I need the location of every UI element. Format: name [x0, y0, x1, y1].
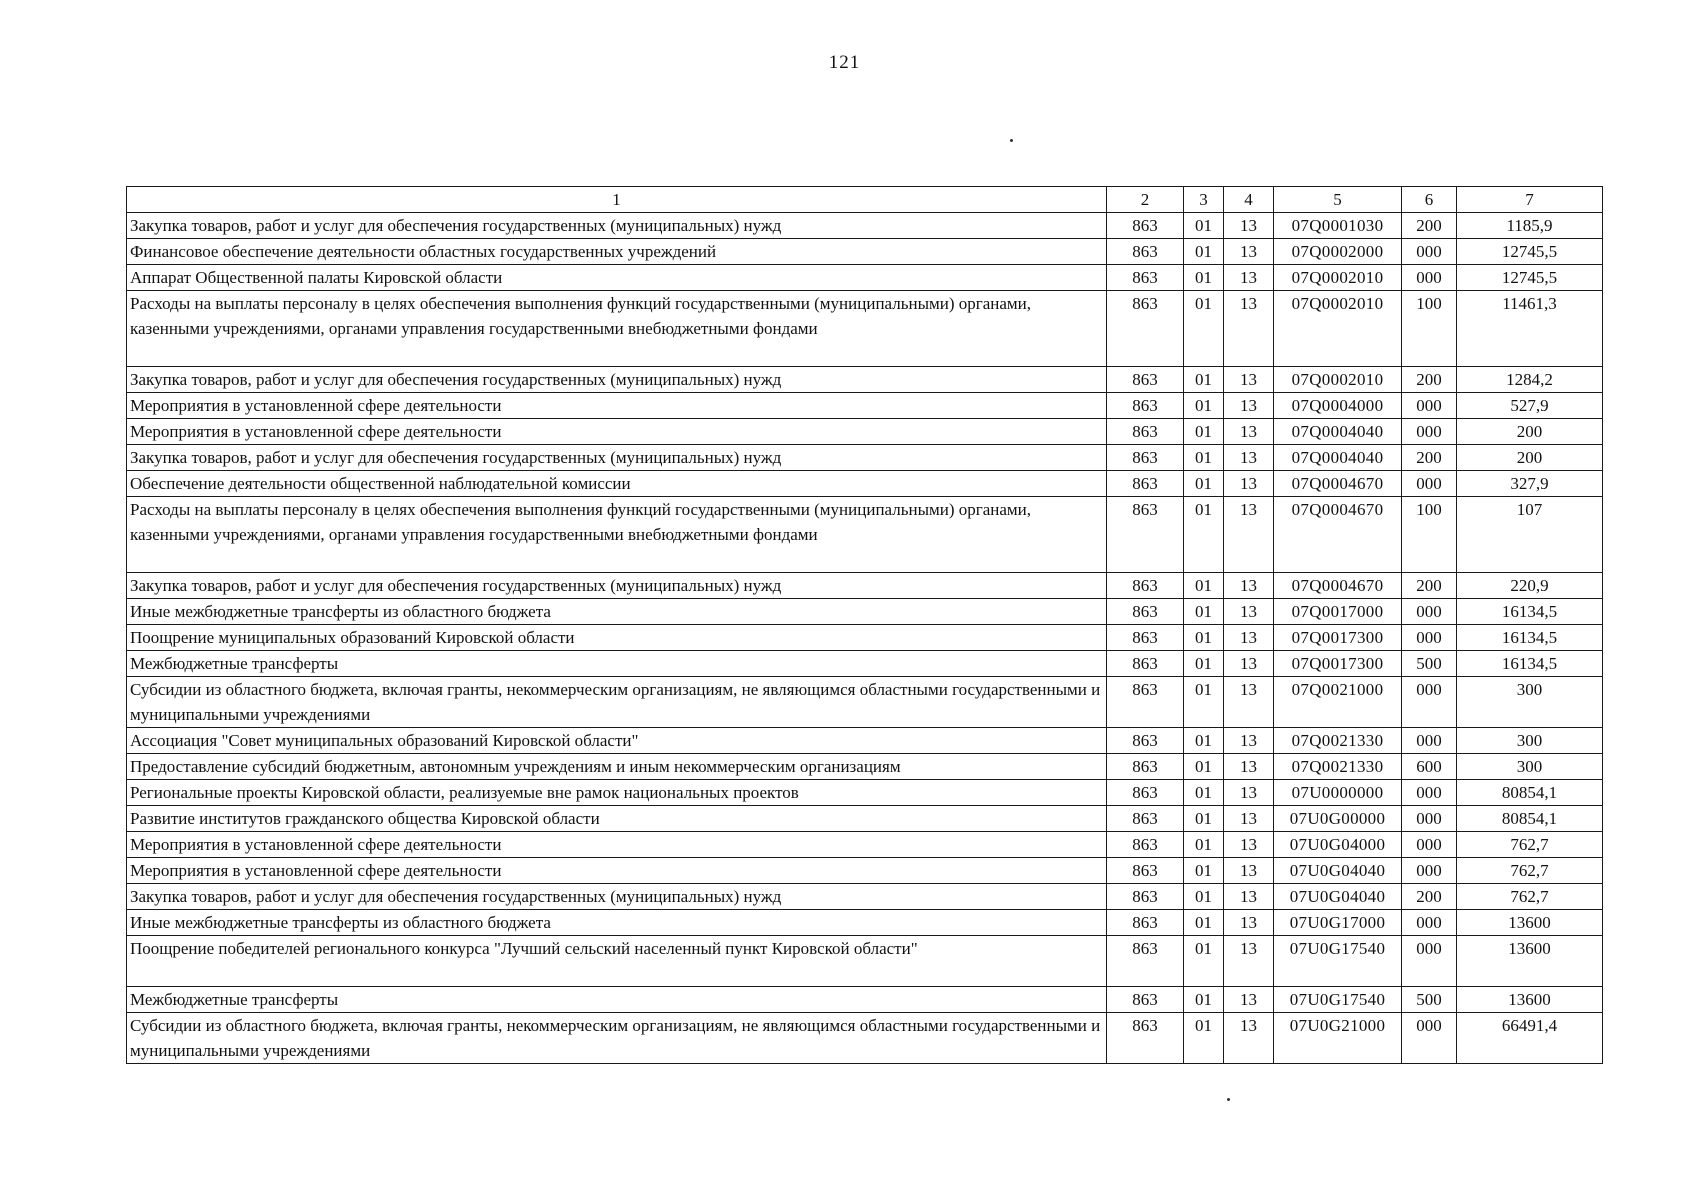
- cell-c6: 000: [1402, 936, 1457, 987]
- table-row: [127, 497, 1603, 573]
- row-name-cell: Иные межбюджетные трансферты из областного бюджета: [127, 910, 1107, 936]
- cell-c5: 07Q0002010: [1274, 367, 1402, 393]
- cell-c3: 01: [1184, 806, 1224, 832]
- row-name-cell: Аппарат Общественной палаты Кировской области: [127, 265, 1107, 291]
- cell-c2: 863: [1107, 884, 1184, 910]
- cell-c3: 01: [1184, 419, 1224, 445]
- cell-c4: 13: [1224, 367, 1274, 393]
- cell-c3: 01: [1184, 367, 1224, 393]
- cell-c6: 000: [1402, 832, 1457, 858]
- row-name-cell: Закупка товаров, работ и услуг для обеспечения государственных (муниципальных) нужд: [127, 445, 1107, 471]
- cell-c2: 863: [1107, 239, 1184, 265]
- cell-c7: 13600: [1457, 910, 1603, 936]
- cell-c4: 13: [1224, 910, 1274, 936]
- cell-c6: 000: [1402, 625, 1457, 651]
- cell-c7: 527,9: [1457, 393, 1603, 419]
- cell-c7: 327,9: [1457, 471, 1603, 497]
- table-header: [127, 187, 1603, 213]
- cell-c4: 13: [1224, 1013, 1274, 1064]
- cell-c7: 12745,5: [1457, 265, 1603, 291]
- cell-c5: 07Q0017000: [1274, 599, 1402, 625]
- cell-c3: 01: [1184, 936, 1224, 987]
- row-name-cell: Обеспечение деятельности общественной наблюдательной комиссии: [127, 471, 1107, 497]
- cell-c2: 863: [1107, 858, 1184, 884]
- row-name-cell: Поощрение победителей регионального конкурса "Лучший сельский населенный пункт Кировской области": [127, 936, 1107, 987]
- cell-c6: 100: [1402, 291, 1457, 367]
- cell-c4: 13: [1224, 497, 1274, 573]
- cell-c7: 200: [1457, 419, 1603, 445]
- cell-c5: 07U0G17000: [1274, 910, 1402, 936]
- cell-c4: 13: [1224, 728, 1274, 754]
- table-row: [127, 265, 1603, 291]
- cell-c6: 000: [1402, 239, 1457, 265]
- cell-c5: 07Q0004670: [1274, 573, 1402, 599]
- cell-c2: 863: [1107, 832, 1184, 858]
- row-name-cell: Закупка товаров, работ и услуг для обеспечения государственных (муниципальных) нужд: [127, 367, 1107, 393]
- cell-c5: 07Q0002010: [1274, 265, 1402, 291]
- cell-c4: 13: [1224, 573, 1274, 599]
- cell-c6: 200: [1402, 884, 1457, 910]
- row-name-cell: Межбюджетные трансферты: [127, 987, 1107, 1013]
- cell-c2: 863: [1107, 625, 1184, 651]
- cell-c3: 01: [1184, 728, 1224, 754]
- row-name-cell: Закупка товаров, работ и услуг для обеспечения государственных (муниципальных) нужд: [127, 573, 1107, 599]
- cell-c4: 13: [1224, 858, 1274, 884]
- cell-c6: 000: [1402, 858, 1457, 884]
- cell-c3: 01: [1184, 393, 1224, 419]
- cell-c7: 300: [1457, 677, 1603, 728]
- cell-c5: 07Q0004670: [1274, 471, 1402, 497]
- cell-c5: 07U0G04040: [1274, 858, 1402, 884]
- cell-c6: 000: [1402, 265, 1457, 291]
- cell-c7: 11461,3: [1457, 291, 1603, 367]
- table-row: [127, 599, 1603, 625]
- row-name-cell: Финансовое обеспечение деятельности областных государственных учреждений: [127, 239, 1107, 265]
- cell-c5: 07U0G04040: [1274, 884, 1402, 910]
- cell-c3: 01: [1184, 213, 1224, 239]
- cell-c2: 863: [1107, 497, 1184, 573]
- row-name-cell: Развитие институтов гражданского общества Кировской области: [127, 806, 1107, 832]
- cell-c2: 863: [1107, 936, 1184, 987]
- cell-c7: 12745,5: [1457, 239, 1603, 265]
- cell-c3: 01: [1184, 780, 1224, 806]
- cell-c4: 13: [1224, 780, 1274, 806]
- row-name-cell: Субсидии из областного бюджета, включая гранты, некоммерческим организациям, не являющимся областными государственными и муниципальными учреждениями: [127, 677, 1107, 728]
- cell-c5: 07Q0021000: [1274, 677, 1402, 728]
- column-header: 4: [1224, 187, 1274, 213]
- cell-c3: 01: [1184, 651, 1224, 677]
- cell-c3: 01: [1184, 884, 1224, 910]
- cell-c7: 13600: [1457, 936, 1603, 987]
- cell-c5: 07Q0017300: [1274, 651, 1402, 677]
- cell-c4: 13: [1224, 213, 1274, 239]
- cell-c4: 13: [1224, 445, 1274, 471]
- row-name-cell: Расходы на выплаты персоналу в целях обеспечения выполнения функций государственными (муниципальными) органами, казенными учреждениями, органами управления государственными внебюджетными фондами: [127, 497, 1107, 573]
- cell-c7: 13600: [1457, 987, 1603, 1013]
- table-row: [127, 728, 1603, 754]
- row-name-cell: Закупка товаров, работ и услуг для обеспечения государственных (муниципальных) нужд: [127, 213, 1107, 239]
- cell-c6: 200: [1402, 573, 1457, 599]
- cell-c2: 863: [1107, 1013, 1184, 1064]
- cell-c6: 000: [1402, 1013, 1457, 1064]
- cell-c3: 01: [1184, 291, 1224, 367]
- table-row: [127, 651, 1603, 677]
- table-row: [127, 754, 1603, 780]
- cell-c4: 13: [1224, 599, 1274, 625]
- cell-c6: 500: [1402, 987, 1457, 1013]
- column-header: 6: [1402, 187, 1457, 213]
- cell-c6: 000: [1402, 599, 1457, 625]
- row-name-cell: Межбюджетные трансферты: [127, 651, 1107, 677]
- cell-c3: 01: [1184, 497, 1224, 573]
- cell-c7: 200: [1457, 445, 1603, 471]
- cell-c2: 863: [1107, 754, 1184, 780]
- cell-c5: 07Q0002010: [1274, 291, 1402, 367]
- cell-c6: 000: [1402, 471, 1457, 497]
- cell-c5: 07Q0004670: [1274, 497, 1402, 573]
- row-name-cell: Мероприятия в установленной сфере деятельности: [127, 832, 1107, 858]
- cell-c2: 863: [1107, 806, 1184, 832]
- cell-c3: 01: [1184, 573, 1224, 599]
- cell-c4: 13: [1224, 806, 1274, 832]
- cell-c7: 16134,5: [1457, 625, 1603, 651]
- cell-c6: 000: [1402, 677, 1457, 728]
- table-body: [127, 213, 1603, 1064]
- cell-c6: 200: [1402, 213, 1457, 239]
- row-name-cell: Мероприятия в установленной сфере деятельности: [127, 393, 1107, 419]
- cell-c3: 01: [1184, 832, 1224, 858]
- row-name-cell: Расходы на выплаты персоналу в целях обеспечения выполнения функций государственными (муниципальными) органами, казенными учреждениями, органами управления государственными внебюджетными фондами: [127, 291, 1107, 367]
- column-header: 5: [1274, 187, 1402, 213]
- cell-c6: 200: [1402, 367, 1457, 393]
- cell-c5: 07U0G04000: [1274, 832, 1402, 858]
- cell-c6: 500: [1402, 651, 1457, 677]
- cell-c4: 13: [1224, 754, 1274, 780]
- table-row: [127, 367, 1603, 393]
- cell-c7: 762,7: [1457, 884, 1603, 910]
- column-header: 7: [1457, 187, 1603, 213]
- table-row: [127, 471, 1603, 497]
- cell-c6: 000: [1402, 419, 1457, 445]
- cell-c3: 01: [1184, 239, 1224, 265]
- cell-c3: 01: [1184, 625, 1224, 651]
- cell-c2: 863: [1107, 213, 1184, 239]
- cell-c4: 13: [1224, 651, 1274, 677]
- cell-c6: 000: [1402, 393, 1457, 419]
- column-header: 2: [1107, 187, 1184, 213]
- column-header: 1: [127, 187, 1107, 213]
- cell-c6: 100: [1402, 497, 1457, 573]
- row-name-cell: Мероприятия в установленной сфере деятельности: [127, 858, 1107, 884]
- cell-c2: 863: [1107, 573, 1184, 599]
- cell-c3: 01: [1184, 1013, 1224, 1064]
- cell-c5: 07Q0004040: [1274, 445, 1402, 471]
- cell-c5: 07U0G17540: [1274, 987, 1402, 1013]
- cell-c2: 863: [1107, 599, 1184, 625]
- table-row: [127, 625, 1603, 651]
- cell-c2: 863: [1107, 471, 1184, 497]
- cell-c3: 01: [1184, 677, 1224, 728]
- table-row: [127, 573, 1603, 599]
- scan-speck: [1010, 139, 1013, 142]
- cell-c7: 80854,1: [1457, 780, 1603, 806]
- cell-c2: 863: [1107, 728, 1184, 754]
- table-row: [127, 213, 1603, 239]
- cell-c7: 300: [1457, 754, 1603, 780]
- cell-c3: 01: [1184, 471, 1224, 497]
- page-number: 121: [828, 52, 861, 73]
- cell-c6: 000: [1402, 806, 1457, 832]
- table-row: [127, 445, 1603, 471]
- cell-c5: 07U0G21000: [1274, 1013, 1402, 1064]
- cell-c7: 80854,1: [1457, 806, 1603, 832]
- column-header: 3: [1184, 187, 1224, 213]
- cell-c5: 07U0G17540: [1274, 936, 1402, 987]
- scan-speck: [1227, 1098, 1230, 1101]
- row-name-cell: Иные межбюджетные трансферты из областного бюджета: [127, 599, 1107, 625]
- cell-c7: 762,7: [1457, 858, 1603, 884]
- cell-c4: 13: [1224, 625, 1274, 651]
- cell-c5: 07U0000000: [1274, 780, 1402, 806]
- cell-c6: 000: [1402, 780, 1457, 806]
- cell-c4: 13: [1224, 677, 1274, 728]
- cell-c3: 01: [1184, 754, 1224, 780]
- cell-c2: 863: [1107, 780, 1184, 806]
- table-row: [127, 832, 1603, 858]
- row-name-cell: Поощрение муниципальных образований Кировской области: [127, 625, 1107, 651]
- table-row: [127, 987, 1603, 1013]
- table-row: [127, 677, 1603, 728]
- row-name-cell: Субсидии из областного бюджета, включая гранты, некоммерческим организациям, не являющимся областными государственными и муниципальными учреждениями: [127, 1013, 1107, 1064]
- cell-c7: 300: [1457, 728, 1603, 754]
- row-name-cell: Закупка товаров, работ и услуг для обеспечения государственных (муниципальных) нужд: [127, 884, 1107, 910]
- table-row: [127, 239, 1603, 265]
- cell-c4: 13: [1224, 936, 1274, 987]
- cell-c2: 863: [1107, 367, 1184, 393]
- cell-c2: 863: [1107, 265, 1184, 291]
- table-row: [127, 419, 1603, 445]
- table-row: [127, 910, 1603, 936]
- cell-c3: 01: [1184, 445, 1224, 471]
- cell-c4: 13: [1224, 419, 1274, 445]
- cell-c3: 01: [1184, 910, 1224, 936]
- cell-c5: 07Q0021330: [1274, 728, 1402, 754]
- cell-c2: 863: [1107, 987, 1184, 1013]
- row-name-cell: Региональные проекты Кировской области, реализуемые вне рамок национальных проектов: [127, 780, 1107, 806]
- table-row: [127, 806, 1603, 832]
- cell-c7: 16134,5: [1457, 599, 1603, 625]
- cell-c2: 863: [1107, 445, 1184, 471]
- row-name-cell: Мероприятия в установленной сфере деятельности: [127, 419, 1107, 445]
- cell-c6: 000: [1402, 728, 1457, 754]
- cell-c5: 07Q0002000: [1274, 239, 1402, 265]
- cell-c5: 07Q0021330: [1274, 754, 1402, 780]
- cell-c6: 000: [1402, 910, 1457, 936]
- cell-c6: 600: [1402, 754, 1457, 780]
- cell-c2: 863: [1107, 393, 1184, 419]
- table-row: [127, 936, 1603, 987]
- cell-c2: 863: [1107, 910, 1184, 936]
- cell-c5: 07Q0017300: [1274, 625, 1402, 651]
- cell-c5: 07Q0004000: [1274, 393, 1402, 419]
- cell-c4: 13: [1224, 265, 1274, 291]
- row-name-cell: Предоставление субсидий бюджетным, автономным учреждениям и иным некоммерческим организациям: [127, 754, 1107, 780]
- cell-c4: 13: [1224, 291, 1274, 367]
- cell-c3: 01: [1184, 987, 1224, 1013]
- table-row: [127, 884, 1603, 910]
- cell-c7: 107: [1457, 497, 1603, 573]
- cell-c3: 01: [1184, 265, 1224, 291]
- cell-c4: 13: [1224, 884, 1274, 910]
- cell-c6: 200: [1402, 445, 1457, 471]
- cell-c7: 762,7: [1457, 832, 1603, 858]
- cell-c5: 07Q0001030: [1274, 213, 1402, 239]
- cell-c2: 863: [1107, 677, 1184, 728]
- row-name-cell: Ассоциация "Совет муниципальных образований Кировской области": [127, 728, 1107, 754]
- cell-c4: 13: [1224, 832, 1274, 858]
- cell-c3: 01: [1184, 599, 1224, 625]
- cell-c4: 13: [1224, 393, 1274, 419]
- table-row: [127, 393, 1603, 419]
- cell-c5: 07Q0004040: [1274, 419, 1402, 445]
- cell-c5: 07U0G00000: [1274, 806, 1402, 832]
- table-row: [127, 858, 1603, 884]
- cell-c7: 1185,9: [1457, 213, 1603, 239]
- cell-c2: 863: [1107, 651, 1184, 677]
- cell-c4: 13: [1224, 987, 1274, 1013]
- cell-c7: 16134,5: [1457, 651, 1603, 677]
- cell-c3: 01: [1184, 858, 1224, 884]
- table-row: [127, 291, 1603, 367]
- cell-c2: 863: [1107, 291, 1184, 367]
- cell-c7: 1284,2: [1457, 367, 1603, 393]
- cell-c4: 13: [1224, 239, 1274, 265]
- cell-c4: 13: [1224, 471, 1274, 497]
- table-row: [127, 1013, 1603, 1064]
- budget-table: [126, 186, 1603, 1064]
- cell-c7: 220,9: [1457, 573, 1603, 599]
- table-row: [127, 780, 1603, 806]
- cell-c2: 863: [1107, 419, 1184, 445]
- header-row: [127, 187, 1603, 213]
- cell-c7: 66491,4: [1457, 1013, 1603, 1064]
